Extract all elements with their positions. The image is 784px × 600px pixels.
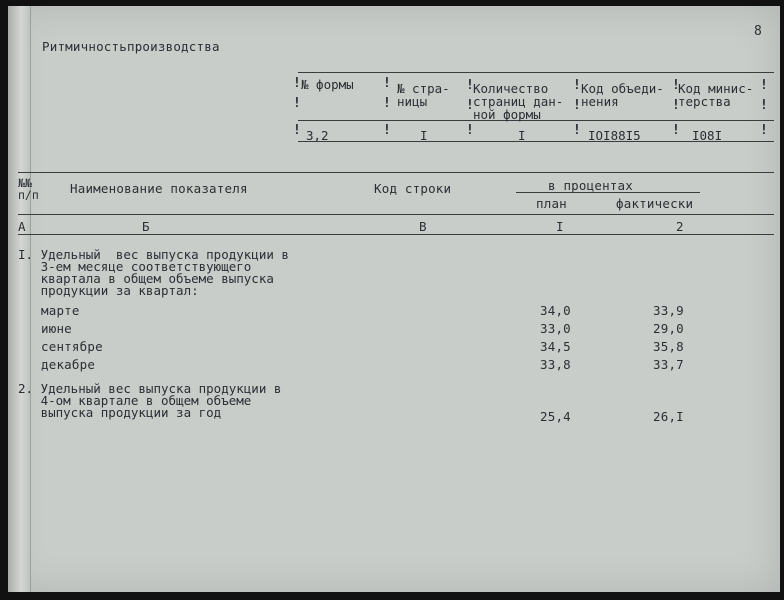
association-code-label: Код объеди- нения bbox=[581, 81, 664, 109]
page-no-label: № стра- ницы bbox=[397, 81, 450, 109]
percent-group-rule bbox=[516, 192, 700, 193]
row-fact: 33,9 bbox=[653, 303, 684, 318]
col-number-header: №№ п/п bbox=[18, 176, 39, 202]
row-fact: 33,7 bbox=[653, 357, 684, 372]
index-2: 2 bbox=[676, 219, 684, 234]
row-plan: 34,5 bbox=[540, 339, 571, 354]
col-fact-header: фактически bbox=[616, 196, 694, 211]
col-name-header: Наименование показателя bbox=[70, 181, 248, 196]
col-code-header: Код строки bbox=[374, 181, 452, 196]
row-fact: 35,8 bbox=[653, 339, 684, 354]
document-title: Ритмичностьпроизводства bbox=[42, 39, 220, 54]
section-2-plan: 25,4 bbox=[540, 409, 571, 424]
header-bottom-rule bbox=[18, 214, 774, 215]
index-a: А bbox=[18, 219, 26, 234]
pages-count-value: I bbox=[518, 128, 526, 143]
ministry-code-value: I08I bbox=[692, 128, 723, 143]
section-2-fact: 26,I bbox=[653, 409, 684, 424]
row-plan: 33,8 bbox=[540, 357, 571, 372]
form-number-value: 3,2 bbox=[306, 128, 329, 143]
page-no-value: I bbox=[420, 128, 428, 143]
row-fact: 29,0 bbox=[653, 321, 684, 336]
ministry-code-label: Код минис- терства bbox=[678, 81, 754, 109]
row-name: марте bbox=[41, 303, 80, 318]
index-b: Б bbox=[142, 219, 150, 234]
index-row-rule bbox=[18, 234, 774, 235]
association-code-value: IOI88I5 bbox=[588, 128, 641, 143]
index-1: I bbox=[556, 219, 564, 234]
index-c: В bbox=[419, 219, 427, 234]
page-binding-edge bbox=[8, 6, 31, 592]
document-page: 8 Ритмичностьпроизводства ! ! ! ! ! ! ! ! ! ! ! ! ! ! ! ! ! ! № формы № стра- ницы Количество страниц дан- ной формы Код объеди- нения Код минис- терства 3,2 I I IOI88I5 I08I №№ п/п Наименование показателя Код строки в процентах план фактически А Б В I 2 I. Удельный вес выпуска продукции в 3-ем месяце соответствующего квартала в общем объеме выпуска продукции за квартал: марте 34,0 33,9 июне 33,0 29,0 сентябре 34,5 35,8 декабре 33,8 33,7 2. Удельный вес выпуска продукции в 4-ом квартале в общем объеме выпуска продукции за год 25,4 26,I bbox=[8, 6, 780, 592]
row-plan: 34,0 bbox=[540, 303, 571, 318]
row-plan: 33,0 bbox=[540, 321, 571, 336]
row-name: июне bbox=[41, 321, 72, 336]
section-1-text: I. Удельный вес выпуска продукции в 3-ем месяце соответствующего квартала в общем объеме выпуска продукции за квартал: bbox=[18, 247, 289, 298]
col-plan-header: план bbox=[536, 196, 567, 211]
table-top-rule bbox=[18, 172, 774, 173]
row-name: сентябре bbox=[41, 339, 103, 354]
col-percent-group-header: в процентах bbox=[548, 178, 633, 193]
page-number: 8 bbox=[754, 24, 762, 39]
row-name: декабре bbox=[41, 357, 96, 372]
form-header-top-rule bbox=[298, 72, 774, 73]
form-number-label: № формы bbox=[301, 77, 354, 92]
pages-count-label: Количество страниц дан- ной формы bbox=[473, 81, 564, 122]
section-2-text: 2. Удельный вес выпуска продукции в 4-ом квартале в общем объеме выпуска продукции за год bbox=[18, 381, 282, 420]
